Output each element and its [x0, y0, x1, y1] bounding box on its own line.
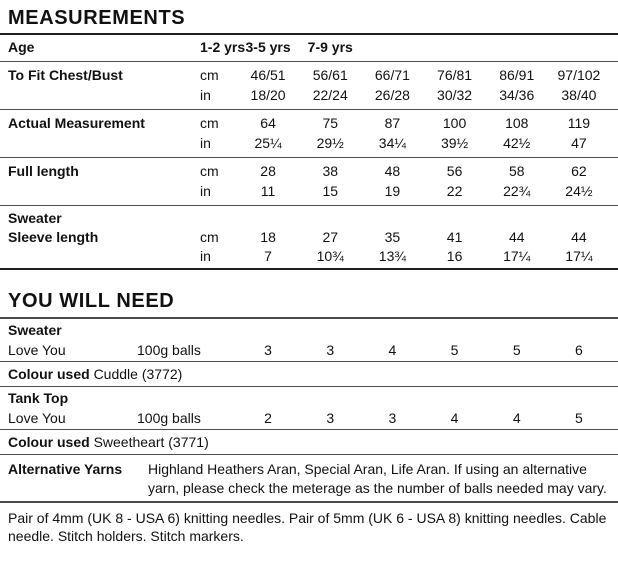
measurement-value: 35 — [384, 229, 401, 245]
unit-label-cm: cm — [200, 67, 219, 83]
measurement-value: 17¼ — [565, 248, 593, 264]
measurement-value: 48 — [384, 163, 401, 179]
measurement-value: 34¼ — [378, 135, 407, 151]
measurements-table — [0, 33, 618, 270]
measurement-value: 30/32 — [437, 87, 473, 103]
tank-top-colour-row — [0, 430, 618, 455]
measurement-value: 17¼ — [503, 248, 531, 264]
ball-unit: 100g balls — [137, 342, 201, 358]
ball-count: 4 — [512, 410, 521, 426]
to-fit-chest-cm-row — [0, 65, 618, 85]
colour-name: Sweetheart (3771) — [93, 434, 209, 450]
ball-count: 4 — [450, 410, 459, 426]
measurement-value: 41 — [446, 229, 463, 245]
unit-label-in: in — [200, 87, 211, 103]
sweater-colour-row — [0, 362, 618, 387]
measurement-value: 10¾ — [316, 248, 344, 264]
measurement-value: 66/71 — [374, 67, 410, 83]
sweater-yarn-section — [0, 319, 618, 362]
measurement-value: 62 — [571, 163, 587, 179]
actual-measurement-section — [0, 110, 618, 158]
row-label: Full length — [8, 163, 79, 179]
alternative-yarns-row — [0, 455, 618, 503]
age-group: 3-5 yrs — [245, 39, 291, 55]
yarn-name: Love You — [8, 342, 66, 358]
garment-label: Sweater — [8, 322, 62, 338]
measurement-value: 75 — [322, 115, 339, 131]
row-label: Sweater — [8, 210, 62, 226]
unit-label-in: in — [200, 248, 211, 264]
measurement-value: 56 — [446, 163, 463, 179]
you-will-need-table — [0, 317, 618, 503]
measurement-value: 22 — [446, 183, 463, 199]
age-row-label: Age — [8, 39, 35, 55]
measurement-value: 18 — [260, 229, 276, 245]
measurement-value: 47 — [571, 135, 587, 151]
alternative-yarns-label: Alternative Yarns — [8, 461, 123, 477]
ball-count: 3 — [326, 342, 335, 358]
sleeve-length-cm-row — [0, 228, 618, 247]
measurement-value: 13¾ — [378, 248, 407, 264]
yarn-name: Love You — [8, 410, 66, 426]
age-row — [0, 35, 618, 62]
garment-label: Tank Top — [8, 390, 69, 406]
measurement-value: 11 — [260, 183, 276, 199]
measurement-value: 87 — [384, 115, 401, 131]
measurement-value: 16 — [446, 248, 463, 264]
unit-label-cm: cm — [200, 163, 219, 179]
ball-count: 6 — [575, 342, 583, 358]
measurement-value: 7 — [264, 248, 272, 264]
measurement-value: 38/40 — [561, 87, 597, 103]
measurement-value: 38 — [322, 163, 339, 179]
measurement-value: 15 — [322, 183, 339, 199]
measurement-value: 26/28 — [374, 87, 410, 103]
measurement-value: 108 — [505, 115, 529, 131]
ball-count: 3 — [264, 342, 272, 358]
row-label: Actual Measurement — [8, 115, 145, 131]
colour-name: Cuddle (3772) — [93, 366, 183, 382]
unit-label-cm: cm — [200, 115, 219, 131]
tank-top-garment-row — [0, 388, 618, 408]
ball-unit: 100g balls — [137, 410, 201, 426]
measurement-value: 42½ — [503, 135, 531, 151]
tank-top-yarn-section — [0, 387, 618, 430]
age-group: 1-2 yrs — [200, 39, 246, 55]
measurement-value: 58 — [508, 163, 525, 179]
full-length-cm-row — [0, 161, 618, 181]
measurement-value: 22¾ — [503, 183, 531, 199]
sweater-garment-row — [0, 320, 618, 340]
alternative-yarns-text: Highland Heathers Aran, Special Aran, Life Aran. If using an alternative yarn, please check the meterage as the number of balls needed may vary. — [148, 461, 607, 496]
measurement-value: 44 — [508, 229, 525, 245]
actual-measurement-cm-row — [0, 113, 618, 133]
sweater-label-row — [0, 209, 618, 228]
to-fit-chest-in-row — [0, 85, 618, 105]
ball-count: 4 — [388, 342, 397, 358]
measurement-value: 46/51 — [250, 67, 286, 83]
ball-count: 3 — [388, 410, 397, 426]
measurement-value: 56/61 — [312, 67, 348, 83]
measurement-value: 86/91 — [499, 67, 535, 83]
unit-label-in: in — [200, 183, 211, 199]
measurement-value: 119 — [567, 115, 591, 131]
ball-count: 3 — [326, 410, 335, 426]
measurements-heading: MEASUREMENTS — [8, 7, 186, 29]
measurement-value: 44 — [571, 229, 587, 245]
measurement-value: 34/36 — [499, 87, 535, 103]
measurement-value: 22/24 — [312, 87, 348, 103]
colour-used-label: Colour used — [8, 434, 90, 450]
you-will-need-heading: YOU WILL NEED — [8, 290, 175, 312]
unit-label-in: in — [200, 135, 211, 151]
measurement-value: 39½ — [440, 135, 469, 151]
colour-used-label: Colour used — [8, 366, 90, 382]
tank-top-balls-row — [0, 408, 618, 428]
unit-label-cm: cm — [200, 229, 219, 245]
full-length-section — [0, 158, 618, 206]
needles-note: Pair of 4mm (UK 8 - USA 6) knitting needles. Pair of 5mm (UK 6 - USA 8) knitting needles. Cable needle. Stitch holders. Stitch markers. — [8, 510, 607, 544]
ball-count: 5 — [575, 410, 583, 426]
full-length-in-row — [0, 181, 618, 201]
to-fit-chest-section — [0, 62, 618, 110]
measurement-value: 24½ — [565, 183, 593, 199]
sleeve-length-in-row — [0, 247, 618, 266]
sweater-sleeve-section — [0, 206, 618, 270]
measurement-value: 64 — [260, 115, 276, 131]
measurement-value: 29½ — [316, 135, 344, 151]
measurement-value: 28 — [260, 163, 276, 179]
measurement-value: 76/81 — [437, 67, 473, 83]
measurement-value: 18/20 — [250, 87, 286, 103]
measurement-value: 19 — [384, 183, 401, 199]
measurement-value: 25¼ — [254, 135, 282, 151]
ball-count: 5 — [512, 342, 521, 358]
sweater-balls-row — [0, 340, 618, 360]
ball-count: 2 — [264, 410, 272, 426]
row-label: To Fit Chest/Bust — [8, 67, 123, 83]
measurement-value: 27 — [322, 229, 339, 245]
age-group: 7-9 yrs — [307, 39, 353, 55]
ball-count: 5 — [450, 342, 459, 358]
measurement-value: 97/102 — [557, 67, 601, 83]
measurement-value: 100 — [442, 115, 467, 131]
row-label: Sleeve length — [8, 229, 99, 245]
actual-measurement-in-row — [0, 133, 618, 153]
